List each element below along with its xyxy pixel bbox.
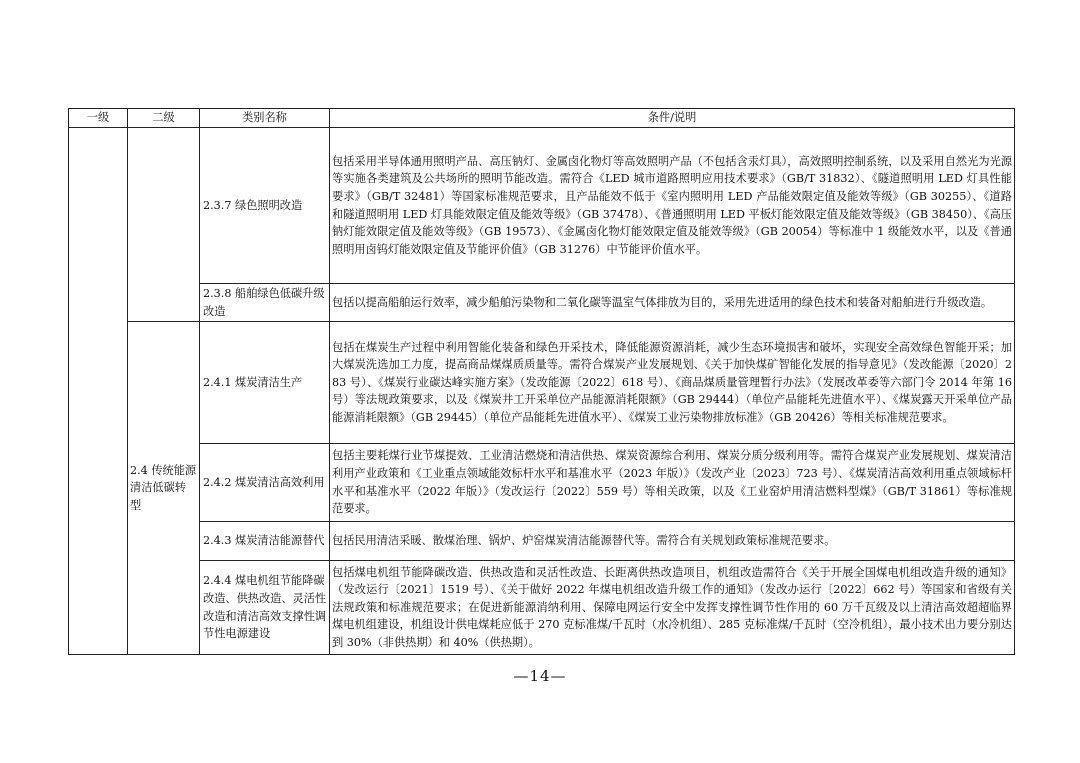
category-name-cell: 2.3.7 绿色照明改造 bbox=[200, 128, 330, 284]
category-name-cell: 2.4.1 煤炭清洁生产 bbox=[200, 322, 330, 444]
table-header-row bbox=[69, 109, 1015, 128]
category-name-cell: 2.3.8 船舶绿色低碳升级改造 bbox=[200, 284, 330, 322]
header-category-name: 类别名称 bbox=[200, 109, 330, 128]
conditions-cell: 包括煤电机组节能降碳改造、供热改造和灵活性改造、长距离供热改造项目，机组改造需符合《关于开展全国煤电机组改造升级的通知》（发改运行〔2021〕1519 号）、《关于做好 2022 年煤电机组改造升级工作的通知》（发改办运行〔2022〕662 号）等国家和省级有关法规政策和标准规范要求；在促进新能源消纳利用、保障电网运行安全中发挥支撑性调节性作用的 60 万千瓦级及以上清洁高效超超临界煤电机组建设，机组设计供电煤耗应低于 270 克标准煤/千瓦时（水冷机组）、285 克标准煤/千瓦时（空冷机组），最小技术出力要分别达到 30%（非供热期）和 40%（供热期）。 bbox=[330, 561, 1015, 655]
conditions-cell: 包括主要耗煤行业节煤提效、工业清洁燃烧和清洁供热、煤炭资源综合利用、煤炭分质分级利用等。需符合煤炭产业发展规划、煤炭清洁利用产业政策和《工业重点领域能效标杆水平和基准水平（2023 年版）》（发改产业〔2023〕723 号）、《煤炭清洁高效利用重点领域标杆水平和基准水平（2022 年版）》（发改运行〔2022〕559 号）等相关政策，以及《工业窑炉用清洁燃料型煤》（GB/T 31861）等标准规范要求。 bbox=[330, 444, 1015, 522]
conditions-cell: 包括采用半导体通用照明产品、高压钠灯、金属卤化物灯等高效照明产品（不包括含汞灯具），高效照明控制系统，以及采用自然光为光源等实施各类建筑及公共场所的照明节能改造。需符合《LED 城市道路照明应用技术要求》（GB/T 31832）、《隧道照明用 LED 灯具性能要求》（GB/T 32481）等国家标准规范要求，且产品能效不低于《室内照明用 LED 产品能效限定值及能效等级》（GB 30255）、《道路和隧道照明用 LED 灯具能效限定值及能效等级》（GB 37478）、《普通照明用 LED 平板灯能效限定值及能效等级》（GB 38450）、《高压钠灯能效限定值及能效等级》（GB 19573）、《金属卤化物灯能效限定值及能效等级》（GB 20054）等标准中 1 级能效水平，以及《普通照明用卤钨灯能效限定值及节能评价值》（GB 31276）中节能评价值水平。 bbox=[330, 128, 1015, 284]
table-row bbox=[69, 128, 1015, 284]
header-level2: 二级 bbox=[128, 109, 200, 128]
table-row bbox=[69, 322, 1015, 444]
category-name-cell: 2.4.3 煤炭清洁能源替代 bbox=[200, 522, 330, 561]
page-number: —14— bbox=[513, 667, 567, 685]
level1-cell bbox=[69, 128, 128, 655]
header-level1: 一级 bbox=[69, 109, 128, 128]
table-row bbox=[69, 284, 1015, 322]
level2-cell-empty bbox=[128, 128, 200, 322]
table-row bbox=[69, 444, 1015, 522]
level2-group-cell: 2.4 传统能源清洁低碳转型 bbox=[128, 322, 200, 655]
category-name-cell: 2.4.2 煤炭清洁高效利用 bbox=[200, 444, 330, 522]
header-conditions: 条件/说明 bbox=[330, 109, 1015, 128]
conditions-cell: 包括民用清洁采暖、散煤治理、锅炉、炉窑煤炭清洁能源替代等。需符合有关规划政策标准规范要求。 bbox=[330, 522, 1015, 561]
policy-table bbox=[68, 108, 1015, 655]
table-row bbox=[69, 561, 1015, 655]
conditions-cell: 包括以提高船舶运行效率，减少船舶污染物和二氧化碳等温室气体排放为目的，采用先进适用的绿色技术和装备对船舶进行升级改造。 bbox=[330, 284, 1015, 322]
conditions-cell: 包括在煤炭生产过程中利用智能化装备和绿色开采技术，降低能源资源消耗，减少生态环境损害和破坏，实现安全高效绿色智能开采；加大煤炭洗选加工力度，提高商品煤煤质质量等。需符合煤炭产业发展规划、《关于加快煤矿智能化发展的指导意见》（发改能源〔2020〕283 号）、《煤炭行业碳达峰实施方案》（发改能源〔2022〕618 号）、《商品煤质量管理暂行办法》（发展改革委等六部门令 2014 年第 16 号）等法规政策要求，以及《煤炭井工开采单位产品能源消耗限额》（GB 29444）（单位产品能耗先进值水平）、《煤炭露天开采单位产品能源消耗限额》（GB 29445）（单位产品能耗先进值水平）、《煤炭工业污染物排放标准》（GB 20426）等相关标准规范要求。 bbox=[330, 322, 1015, 444]
category-name-cell: 2.4.4 煤电机组节能降碳改造、供热改造、灵活性改造和清洁高效支撑性调节性电源建设 bbox=[200, 561, 330, 655]
table-row bbox=[69, 522, 1015, 561]
